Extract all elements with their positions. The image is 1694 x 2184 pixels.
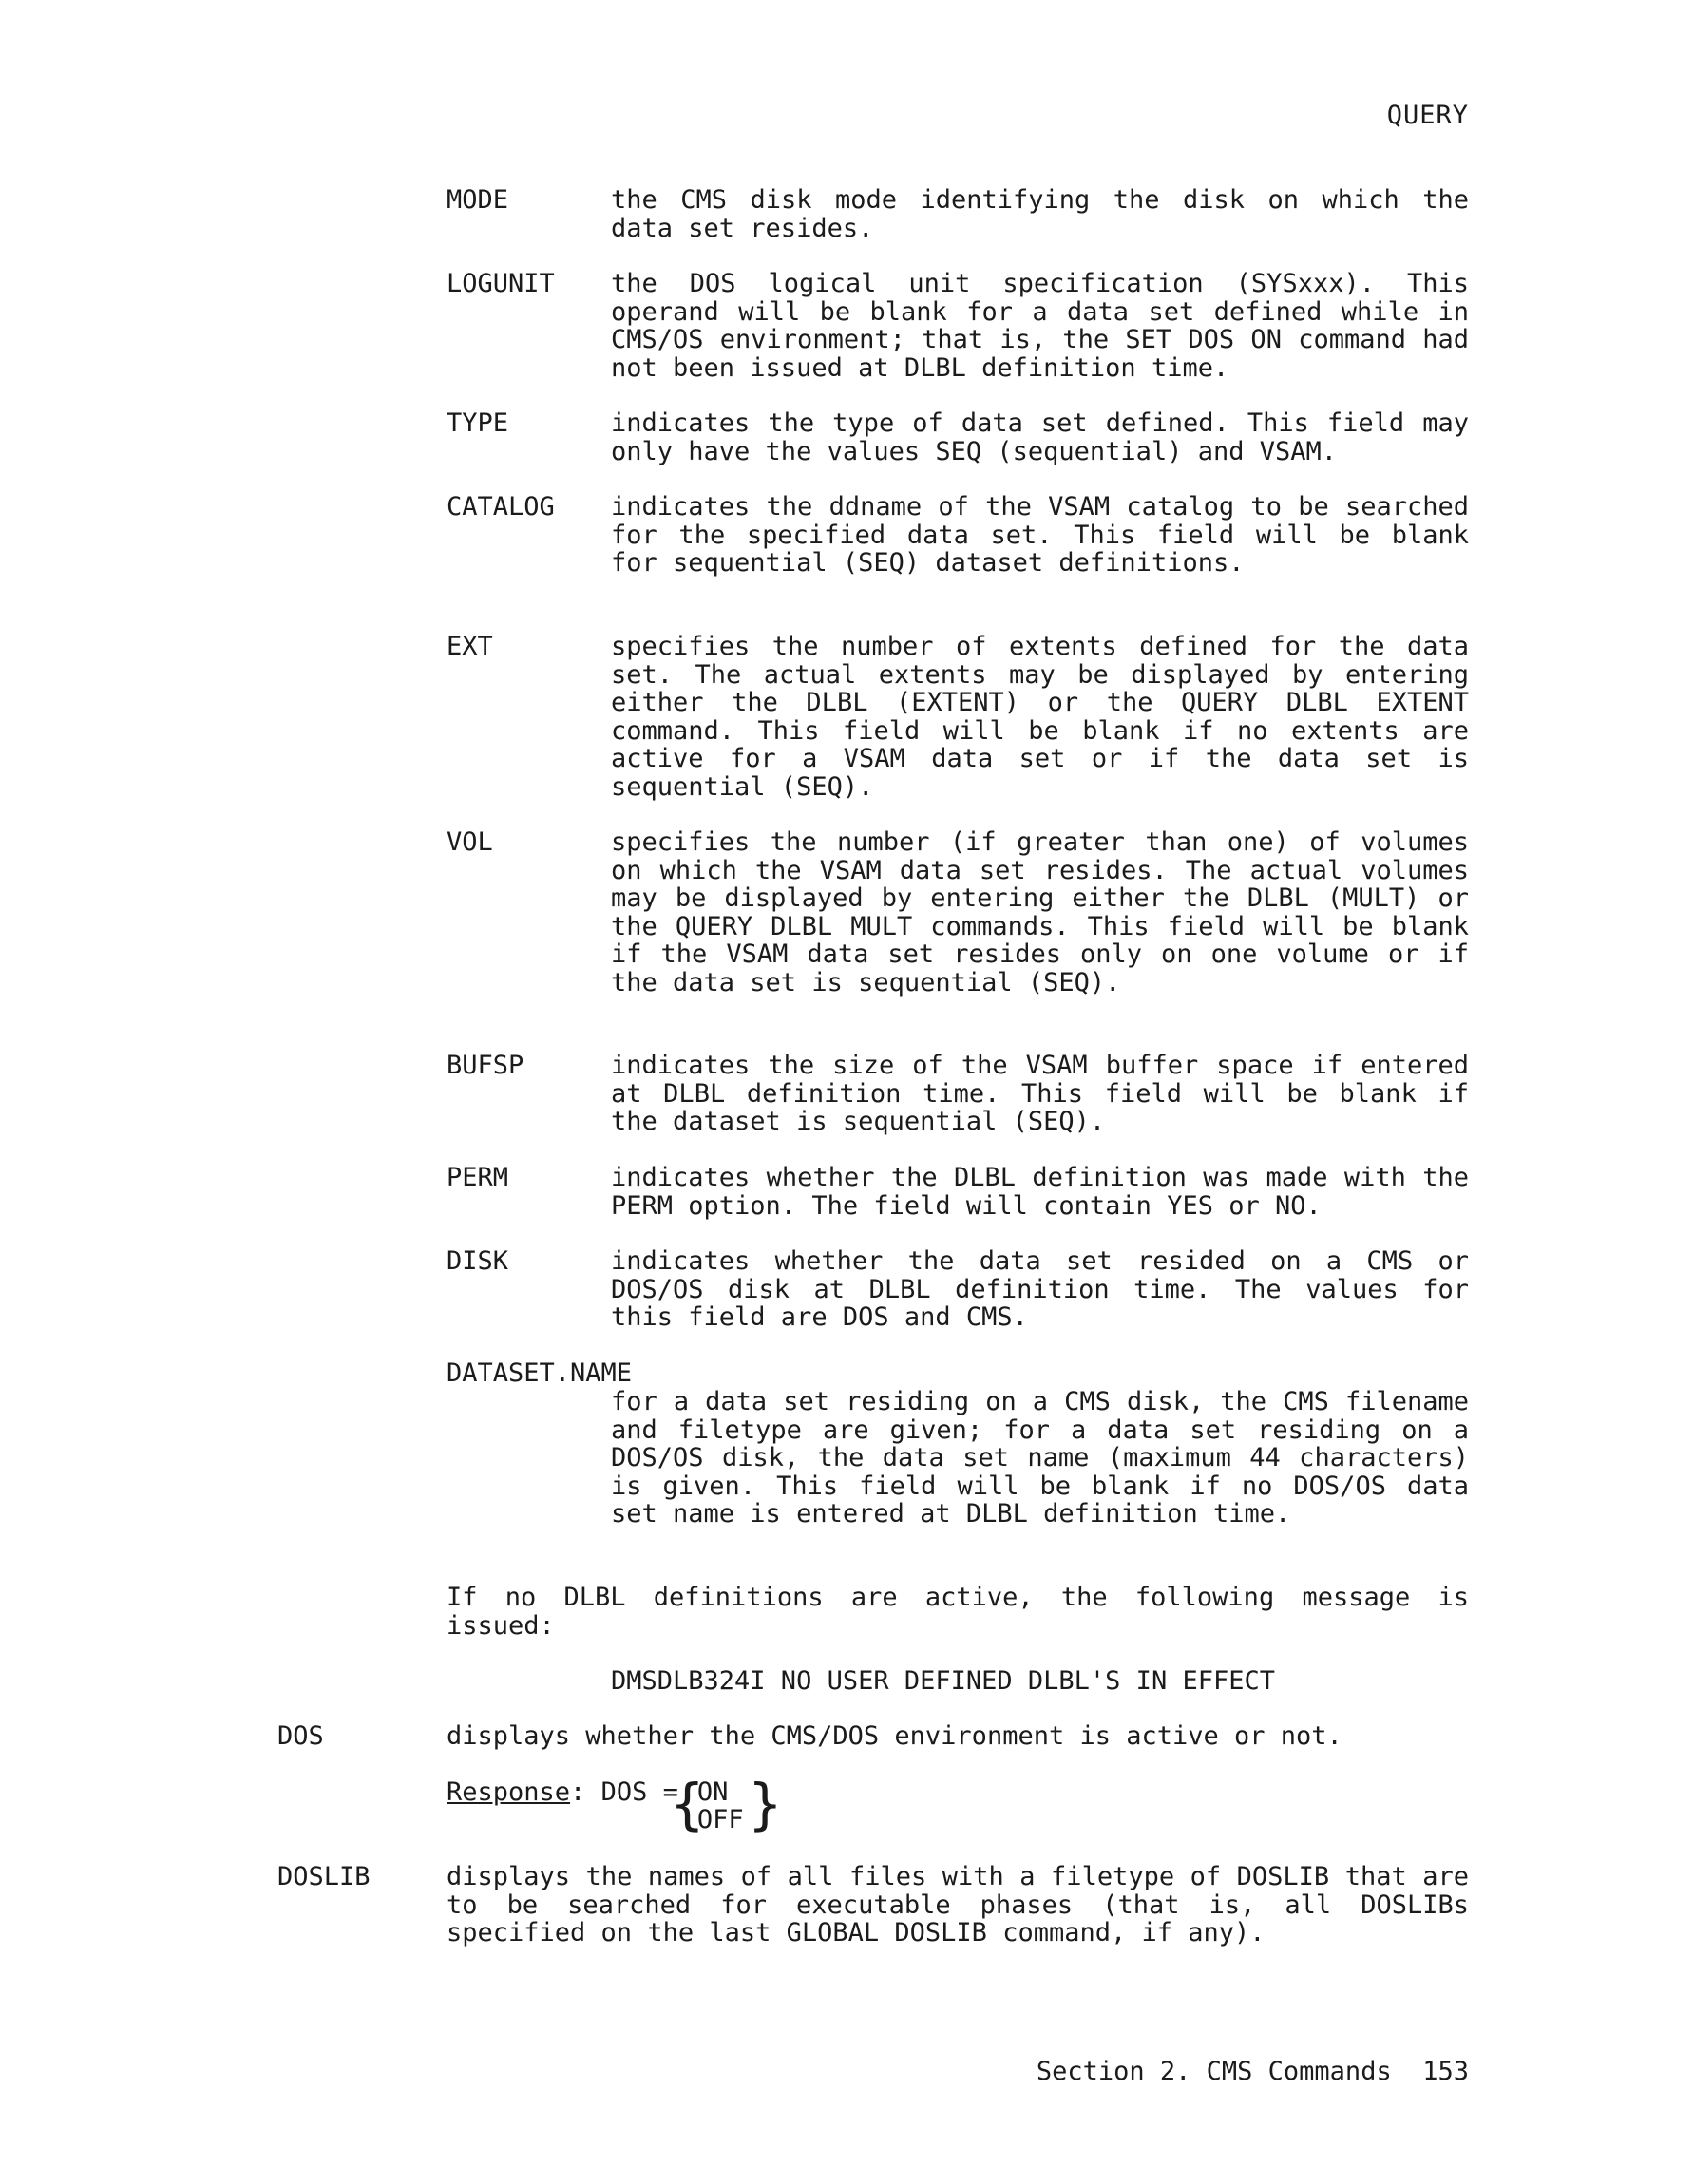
footer-section: Section 2. CMS Commands (1036, 2057, 1392, 2086)
response-line (447, 1772, 782, 1836)
field-description: for a data set residing on a CMS disk, the CMS filename and filetype are given; for a data set residing on a DOS/OS disk, the data set name (maximum 44 characters) is given. This field will be blank if no DOS/OS data set name is entered at DLBL definition time. (611, 1387, 1469, 1529)
field-term: DATASET.NAME (447, 1358, 633, 1388)
field-term: BUFSP (447, 1051, 524, 1080)
field-term: LOGUNIT (447, 269, 555, 298)
no-dlbl-paragraph: If no DLBL definitions are active, the following message is issued: (447, 1583, 1469, 1641)
operand-term-doslib: DOSLIB (277, 1862, 371, 1891)
field-term: PERM (447, 1163, 509, 1192)
field-term: DISK (447, 1246, 509, 1276)
operand-term-dos: DOS (277, 1721, 324, 1751)
field-term: VOL (447, 827, 493, 857)
operand-description-dos: displays whether the CMS/DOS environment is active or not. (447, 1721, 1342, 1751)
field-term: TYPE (447, 408, 509, 438)
response-options (670, 1772, 782, 1836)
field-term: EXT (447, 632, 493, 661)
field-description: the DOS logical unit specification (SYSxxx). This operand will be blank for a data set defined while in CMS/OS environment; that is, the SET DOS ON command had not been issued at DLBL definition time. (611, 269, 1469, 383)
page-number: 153 (1422, 2057, 1469, 2086)
field-description: indicates the ddname of the VSAM catalog to be searched for the specified data set. This field will be blank for sequential (SEQ) dataset definitions. (611, 492, 1469, 578)
right-brace-icon: } (748, 1772, 782, 1836)
response-colon: : (570, 1777, 586, 1807)
response-label: Response (447, 1777, 571, 1807)
left-brace-icon: { (670, 1772, 704, 1836)
field-description: specifies the number of extents defined for the data set. The actual extents may be displayed by entering either the DLBL (EXTENT) or the QUERY DLBL EXTENT command. This field will be blank if no extents are active for a VSAM data set or if the data set is sequential (SEQ). (611, 632, 1469, 802)
response-prefix: DOS = (600, 1777, 678, 1807)
page-header: QUERY (1386, 101, 1469, 130)
response-option-on: ON (696, 1777, 729, 1807)
field-description: indicates the type of data set defined. This field may only have the values SEQ (sequential) and VSAM. (611, 408, 1469, 466)
response-option-off: OFF (696, 1805, 744, 1834)
field-term: MODE (447, 185, 509, 215)
field-description: indicates the size of the VSAM buffer space if entered at DLBL definition time. This field will be blank if the dataset is sequential (SEQ). (611, 1051, 1469, 1136)
page-footer (1037, 2058, 1469, 2086)
field-description: the CMS disk mode identifying the disk on which the data set resides. (611, 185, 1469, 243)
operand-description-doslib: displays the names of all files with a filetype of DOSLIB that are to be searched for executable phases (that is, all DOSLIBs specified on the last GLOBAL DOSLIB command, if any). (447, 1862, 1469, 1947)
field-description: indicates whether the DLBL definition was made with the PERM option. The field will contain YES or NO. (611, 1163, 1469, 1221)
message-text: DMSDLB324I NO USER DEFINED DLBL'S IN EFFECT (611, 1666, 1275, 1696)
field-description: specifies the number (if greater than one) of volumes on which the VSAM data set resides. The actual volumes may be displayed by entering either the DLBL (MULT) or the QUERY DLBL MULT commands. This field will be blank if the VSAM data set resides only on one volume or if the data set is sequential (SEQ). (611, 827, 1469, 997)
field-description: indicates whether the data set resided on a CMS or DOS/OS disk at DLBL definition time. The values for this field are DOS and CMS. (611, 1246, 1469, 1332)
field-term: CATALOG (447, 492, 555, 522)
